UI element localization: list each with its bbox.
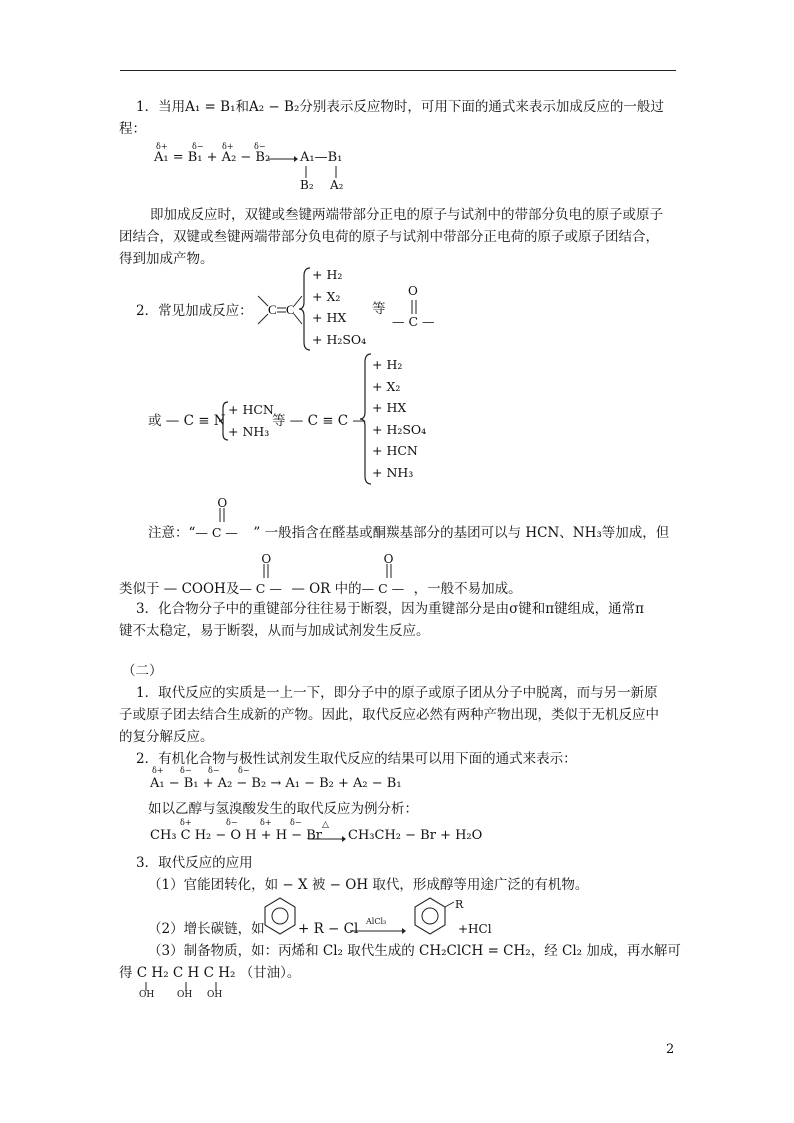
hydroxyl-label: OH (177, 990, 193, 1000)
alkene-reagent-list (312, 264, 366, 350)
substitution-general-formula: δ+ δ− δ− δ− A₁ − B₁ + A₂ − B₂ → A₁ − B₂ + A₂ − B₁ (150, 766, 402, 791)
alkyne-reagent: + NH₃ (372, 464, 414, 480)
alkene-reagent: + H₂ (312, 267, 343, 282)
paragraph-3-line-2: 键不太稳定，易于断裂，从而与加成试剂发生反应。 (119, 623, 430, 639)
reaction-arrow (308, 834, 346, 844)
sub-paragraph-2-line-1: 2．有机化合物与极性试剂发生取代反应的结果可以用下面的通式来表示： (136, 751, 577, 767)
alkyne-group: 等 — C ≡ C — (272, 413, 366, 429)
nitrile-reagent-list (228, 399, 274, 442)
formula-1-left: A₁ = B₁ + A₂ − B₂ (154, 150, 271, 165)
deng-label: 等 (372, 301, 386, 317)
alkyne-reagent: + X₂ (372, 378, 401, 394)
catalyst-label: AlCl₃ (366, 917, 387, 926)
sub-paragraph-1-line-3: 的复分解反应。 (119, 729, 214, 745)
alkene-brace (298, 266, 312, 352)
paragraph-3-line-1: 3．化合物分子中的重键部分往往易于断裂，因为重键部分是由σ键和π键组成，通常π (136, 601, 645, 617)
page-number: 2 (666, 1042, 675, 1057)
glycerol-structure: C H₂ C H C H₂ (136, 965, 236, 981)
sub-paragraph-1-line-1: 1．取代反应的实质是一上一下，即分子中的原子或原子团从分子中脱离，而与另一新原 (136, 685, 658, 701)
reaction-arrow (268, 154, 298, 164)
nitrile-reagent: + NH₃ (228, 423, 270, 439)
section-2-heading: （二） (122, 663, 163, 679)
alkyne-reagent: + H₂SO₄ (372, 421, 427, 437)
hcl-product: +HCl (458, 922, 492, 936)
formula-1-product: A₁—B₁ (300, 150, 343, 165)
reaction-arrow (350, 926, 406, 936)
alkyne-reagent: + HCN (372, 443, 418, 458)
alkyne-reagent-list (372, 354, 426, 483)
common-addition-label: 2．常见加成反应： (136, 303, 253, 319)
nitrile-group: 或 — C ≡ N (148, 413, 226, 429)
alkene-reagent: + X₂ (312, 288, 341, 304)
paragraph-2-line-2: 团结合，双键或叁键两端带部分负电荷的原子与试剂中带部分正电荷的原子或原子团结合， (119, 229, 659, 245)
nitrile-reagent: + HCN (228, 402, 274, 417)
ethanol-hbr-formula: δ+ δ− δ+ δ− CH₃ C H₂ − O H + H − Br △ CH₃CH₂ − Br + H₂O (150, 818, 483, 843)
note-carbonyl: O — C — (195, 496, 238, 540)
alkyne-reagent: + HX (372, 400, 407, 415)
alkyne-brace (360, 352, 372, 486)
r-group-label: R (455, 898, 464, 911)
svg-text:C: C (268, 302, 277, 317)
application-3-line-2: 得 C H₂ C H C H₂ （甘油）。 (119, 962, 300, 984)
svg-text:C: C (286, 302, 295, 317)
ester-carbonyl: O — C — (239, 552, 282, 596)
hydroxyl-label: OH (139, 990, 155, 1000)
sub-paragraph-1-line-2: 子或原子团去结合生成新的产物。因此，取代反应必然有两种产物出现，类似于无机反应中 (119, 707, 659, 723)
alkyne-reagent: + H₂ (372, 357, 403, 372)
sub-paragraph-3-title: 3．取代反应的应用 (136, 855, 253, 871)
benzene-ring-icon (262, 896, 298, 936)
hydroxyl-label: OH (207, 990, 223, 1000)
formula-1-a2: A₂ (330, 178, 344, 192)
header-rule (120, 70, 676, 71)
formula-1-b2: B₂ (300, 178, 314, 192)
alkene-reagent: + H₂SO₄ (312, 331, 367, 347)
note-line-2: 类似于 — COOH及 O — C — — OR 中的 O — C — ，一般不易加成。 (119, 578, 522, 600)
application-3-line-1: （3）制备物质，如：丙烯和 Cl₂ 取代生成的 CH₂ClCH = CH₂，经 Cl₂ 加成，再水解可 (148, 943, 681, 959)
note-carbonyl-2: O — C — (361, 552, 405, 596)
paragraph-1-line-1: 1．当用A₁ = B₁和A₂ − B₂分别表示反应物时，可用下面的通式来表示加成反应的一般过 (136, 99, 664, 115)
note-line-1: 注意：“ O — C — ” 一般指含在醛基或酮羰基部分的基团可以与 HCN、NH₃等加成，但 (148, 522, 669, 544)
alkene-double-bond-structure (256, 292, 304, 328)
paragraph-2-line-3: 得到加成产物。 (119, 251, 214, 267)
carbonyl-group: O — C — (392, 284, 435, 329)
application-2-label: （2）增长碳链，如 (148, 921, 265, 937)
application-1: （1）官能团转化，如 − X 被 − OH 取代，形成醇等用途广泛的有机物。 (148, 877, 589, 893)
sub-paragraph-2-line-2: 如以乙醇与氢溴酸发生的取代反应为例分析： (148, 801, 418, 817)
paragraph-1-line-2: 程： (119, 121, 146, 137)
paragraph-2-line-1: 即加成反应时，双键或叁键两端带部分正电的原子与试剂中的带部分负电的原子或原子 (150, 207, 663, 223)
alkene-reagent: + HX (312, 310, 347, 325)
addition-general-formula: δ+ δ− δ+ δ− A₁ = B₁ + A₂ − B₂ A₁—B₁ B₂ A₂ (154, 142, 344, 192)
application-2-reagent: + R − Cl (298, 921, 359, 937)
